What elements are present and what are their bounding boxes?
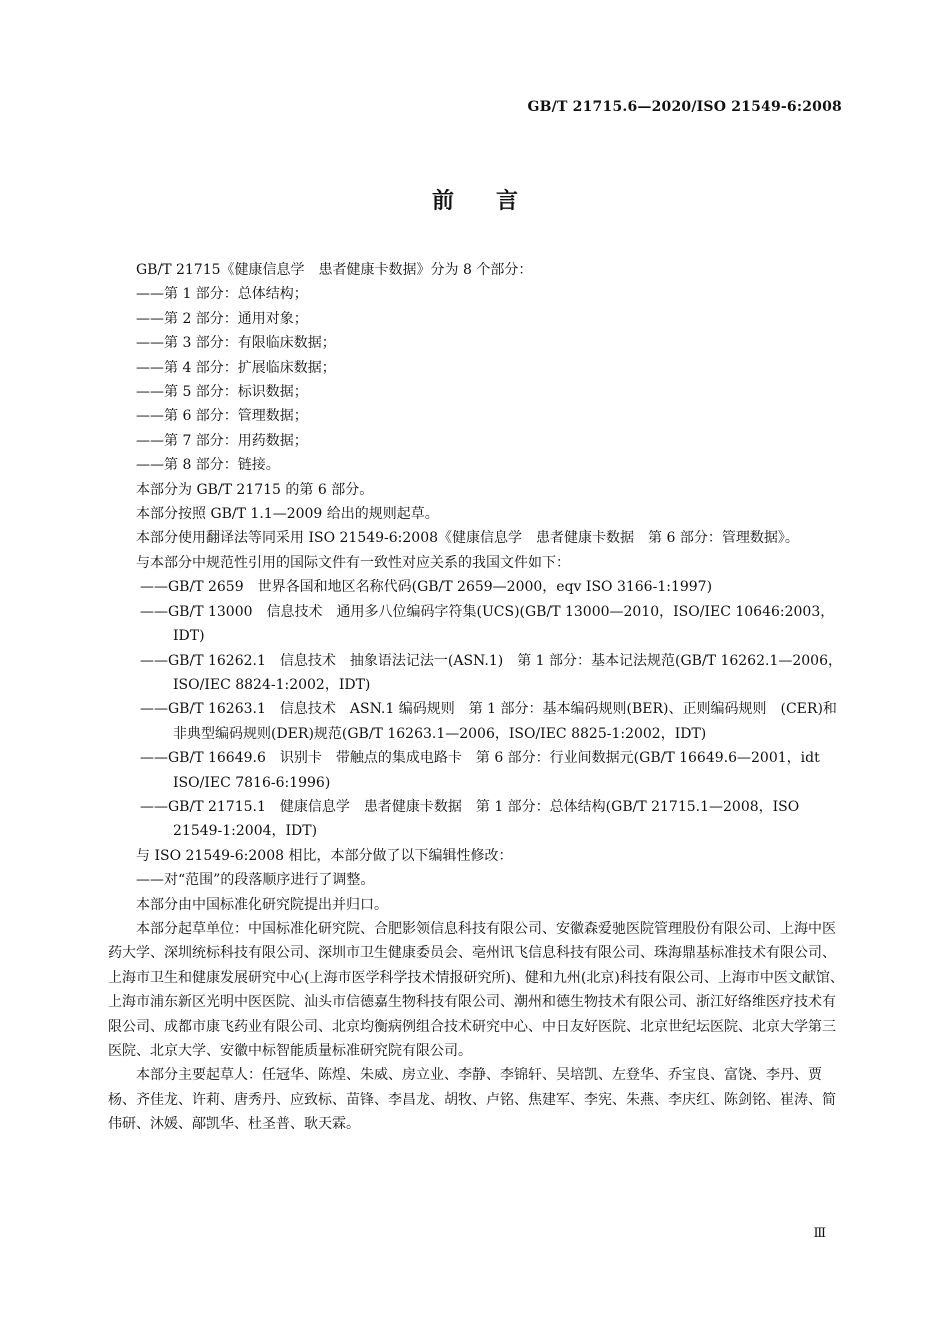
list-item: ——第 1 部分：总体结构； <box>136 286 308 303</box>
list-item: ——第 2 部分：通用对象； <box>136 310 308 327</box>
list-item: ——第 7 部分：用药数据； <box>136 432 308 449</box>
list-item: ——第 3 部分：有限临床数据； <box>136 335 336 352</box>
list-item: ——第 6 部分：管理数据； <box>136 408 308 425</box>
page-number: Ⅲ <box>813 1226 826 1241</box>
parts-intro: GB/T 21715《健康信息学 患者健康卡数据》分为 8 个部分： <box>136 262 533 278</box>
drafting-rules-paragraph: 本部分按照 GB/T 1.1—2009 给出的规则起草。 <box>136 506 439 523</box>
drafters-paragraph: 本部分主要起草人：任冠华、陈煌、朱威、房立业、李静、李锦轩、吴培凯、左登华、乔宝良、富饶、李丹、贾杨、齐佳龙、许莉、唐秀丹、应致标、苗锋、李昌龙、胡牧、卢铭、焦建军、李宪、朱燕、李庆红、陈剑铭、崔涛、简伟研、沐媛、鄗凯华、杜圣普、耿天霖。 <box>108 1067 836 1133</box>
reference-item: ——GB/T 2659 世界各国和地区名称代码(GB/T 2659—2000，eqv ISO 3166-1:1997) <box>140 579 713 596</box>
document-body <box>108 258 844 1137</box>
part-of-paragraph: 本部分为 GB/T 21715 的第 6 部分。 <box>136 481 374 498</box>
editorial-item: ——对“范围”的段落顺序进行了调整。 <box>136 872 375 889</box>
reference-item: ——GB/T 13000 信息技术 通用多八位编码字符集(UCS)(GB/T 13000—2010，ISO/IEC 10646:2003，IDT) <box>140 603 835 645</box>
editorial-intro: 与 ISO 21549-6:2008 相比，本部分做了以下编辑性修改： <box>136 847 513 864</box>
standard-code-header: GB/T 21715.6—2020/ISO 21549-6:2008 <box>527 99 842 115</box>
drafting-units-paragraph: 本部分起草单位：中国标准化研究院、合肥影领信息科技有限公司、安徽森爱驰医院管理股份有限公司、上海中医药大学、深圳统标科技有限公司、深圳市卫生健康委员会、亳州讯飞信息科技有限公司、珠海鼎基标准技术有限公司、上海市卫生和健康发展研究中心(上海市医学科学技术情报研究所)、健和九州(北京)科技有限公司、上海市中医文献馆、上海市浦东新区光明中医医院、汕头市信德嘉生物科技有限公司、潮州和德生物技术有限公司、浙江好络维医疗技术有限公司、成都市康飞药业有限公司、北京均衡病例组合技术研究中心、中日友好医院、北京世纪坛医院、北京大学第三医院、北京大学、安徽中标智能质量标准研究院有限公司。 <box>108 920 844 1059</box>
list-item: ——第 4 部分：扩展临床数据； <box>136 359 336 376</box>
reference-item: ——GB/T 16263.1 信息技术 ASN.1 编码规则 第 1 部分：基本编码规则(BER)、正则编码规则 (CER)和非典型编码规则(DER)规范(GB/T 16263.1—2006，ISO/IEC 8825-1:2002，IDT) <box>140 701 837 742</box>
list-item: ——第 5 部分：标识数据； <box>136 384 308 401</box>
references-intro: 与本部分中规范性引用的国际文件有一致性对应关系的我国文件如下： <box>136 554 570 571</box>
proposed-by-paragraph: 本部分由中国标准化研究院提出并归口。 <box>136 896 388 913</box>
list-item: ——第 8 部分：链接。 <box>136 457 280 474</box>
references-list <box>108 575 844 843</box>
reference-item: ——GB/T 16649.6 识别卡 带触点的集成电路卡 第 6 部分：行业间数据元(GB/T 16649.6—2001，idt ISO/IEC 7816-6:1996) <box>140 750 820 791</box>
parts-list <box>108 282 844 477</box>
reference-item: ——GB/T 16262.1 信息技术 抽象语法记法一(ASN.1) 第 1 部分：基本记法规范(GB/T 16262.1—2006，ISO/IEC 8824-1:2002，IDT) <box>140 652 842 693</box>
translation-paragraph: 本部分使用翻译法等同采用 ISO 21549-6:2008《健康信息学 患者健康卡数据 第 6 部分：管理数据》。 <box>136 530 799 547</box>
reference-item: ——GB/T 21715.1 健康信息学 患者健康卡数据 第 1 部分：总体结构(GB/T 21715.1—2008，ISO 21549-1:2004，IDT) <box>140 798 800 840</box>
page-title: 前言 <box>431 189 560 214</box>
